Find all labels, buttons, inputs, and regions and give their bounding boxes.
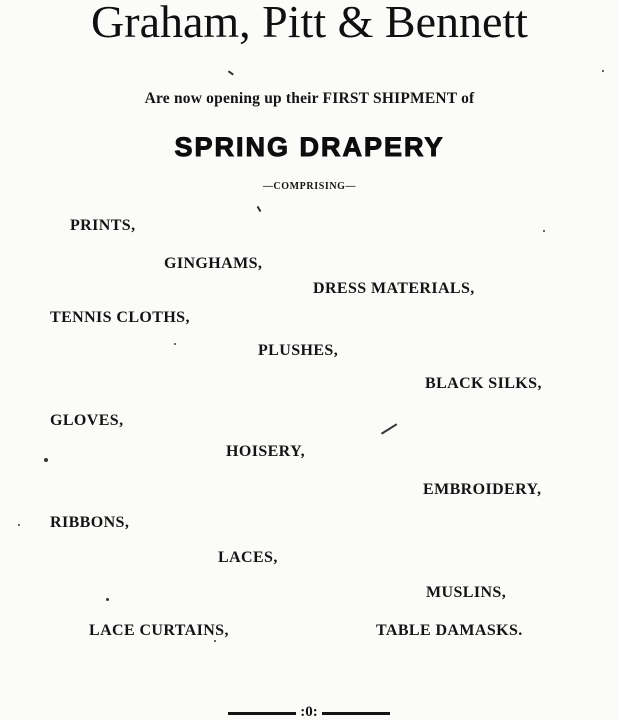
ink-speck [214,640,216,642]
ink-speck [602,70,604,72]
title-spring-drapery: SPRING DRAPERY [174,132,445,162]
ornament-mark: :0: [300,704,318,720]
ornament-rule-left [228,712,296,715]
ink-speck [106,598,109,601]
ink-speck [257,206,262,212]
ink-speck [228,70,234,75]
ink-speck [543,230,545,232]
item-dress-materials: DRESS MATERIALS, [313,280,475,297]
item-table-damasks: TABLE DAMASKS. [376,622,523,639]
intro-line: Are now opening up their FIRST SHIPMENT of [144,90,475,107]
item-ribbons: RIBBONS, [50,514,130,531]
item-laces: LACES, [218,549,278,566]
item-tennis-cloths: TENNIS CLOTHS, [50,309,190,326]
item-black-silks: BLACK SILKS, [425,375,542,392]
item-lace-curtains: LACE CURTAINS, [89,622,229,639]
item-ginghams: GINGHAMS, [164,255,263,272]
advertiser-name: Graham, Pitt & Bennett [91,0,528,47]
item-hoisery: HOISERY, [226,443,305,460]
ink-speck [174,343,176,345]
item-plushes: PLUSHES, [258,342,339,359]
ink-speck [44,458,48,462]
item-gloves: GLOVES, [50,412,124,429]
item-muslins: MUSLINS, [426,584,507,601]
ink-speck [18,524,20,526]
item-prints: PRINTS, [70,217,136,234]
item-embroidery: EMBROIDERY, [423,481,542,498]
subtitle-comprising: —COMPRISING— [262,181,357,192]
ornament-rule-right [322,712,390,715]
closing-ornament [0,700,619,720]
ink-stroke [381,423,397,434]
